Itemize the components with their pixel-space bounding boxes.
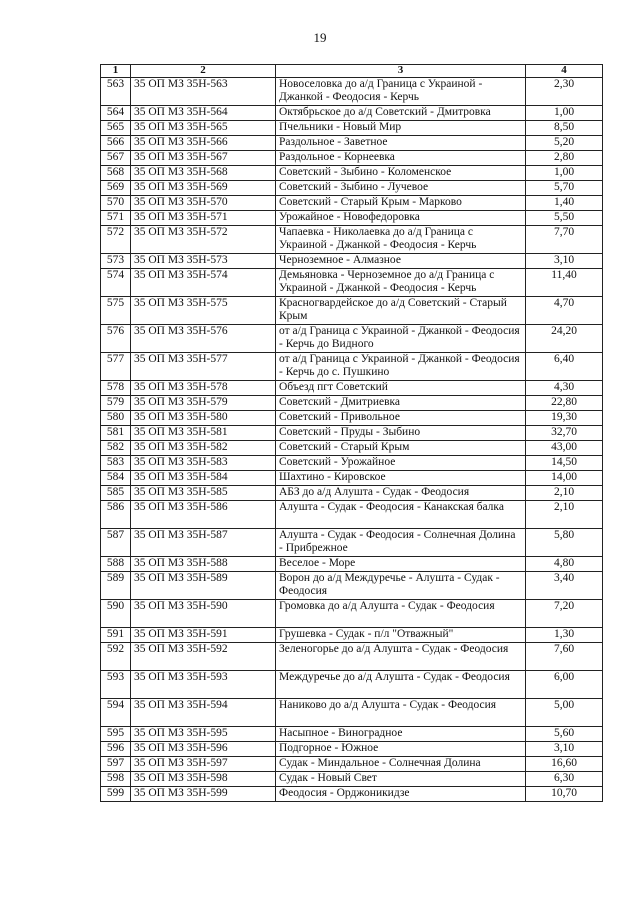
column-header-code: 2 — [131, 65, 276, 78]
road-name: от а/д Граница с Украиной - Джанкой - Феодосия - Керчь до Видного — [276, 325, 526, 353]
road-code: 35 ОП МЗ 35Н-582 — [131, 441, 276, 456]
road-name: Пчельники - Новый Мир — [276, 121, 526, 136]
road-name: Веселое - Море — [276, 557, 526, 572]
road-code: 35 ОП МЗ 35Н-598 — [131, 772, 276, 787]
road-code: 35 ОП МЗ 35Н-571 — [131, 211, 276, 226]
roads-table — [100, 64, 603, 802]
table-row — [101, 772, 603, 787]
row-number: 583 — [101, 456, 131, 471]
road-code: 35 ОП МЗ 35Н-576 — [131, 325, 276, 353]
road-name: Советский - Зыбино - Коломенское — [276, 166, 526, 181]
road-length: 4,80 — [526, 557, 603, 572]
road-code: 35 ОП МЗ 35Н-570 — [131, 196, 276, 211]
road-name: Междуречье до а/д Алушта - Судак - Феодосия — [276, 671, 526, 699]
road-code: 35 ОП МЗ 35Н-567 — [131, 151, 276, 166]
row-number: 598 — [101, 772, 131, 787]
row-number: 592 — [101, 643, 131, 671]
table-row — [101, 78, 603, 106]
road-code: 35 ОП МЗ 35Н-575 — [131, 297, 276, 325]
road-length: 7,60 — [526, 643, 603, 671]
road-name: Наниково до а/д Алушта - Судак - Феодосия — [276, 699, 526, 727]
road-code: 35 ОП МЗ 35Н-583 — [131, 456, 276, 471]
row-number: 597 — [101, 757, 131, 772]
road-length: 7,20 — [526, 600, 603, 628]
road-name: Алушта - Судак - Феодосия - Солнечная Долина - Прибрежное — [276, 529, 526, 557]
road-name: Советский - Зыбино - Лучевое — [276, 181, 526, 196]
table-row — [101, 572, 603, 600]
road-name: Судак - Миндальное - Солнечная Долина — [276, 757, 526, 772]
row-number: 570 — [101, 196, 131, 211]
table-row — [101, 211, 603, 226]
road-length: 6,00 — [526, 671, 603, 699]
row-number: 565 — [101, 121, 131, 136]
row-number: 574 — [101, 269, 131, 297]
row-number: 599 — [101, 787, 131, 802]
road-name: Алушта - Судак - Феодосия - Канакская балка — [276, 501, 526, 529]
table-row — [101, 471, 603, 486]
row-number: 594 — [101, 699, 131, 727]
road-length: 43,00 — [526, 441, 603, 456]
road-length: 11,40 — [526, 269, 603, 297]
road-code: 35 ОП МЗ 35Н-589 — [131, 572, 276, 600]
table-row — [101, 600, 603, 628]
road-name: Советский - Дмитриевка — [276, 396, 526, 411]
table-row — [101, 671, 603, 699]
road-code: 35 ОП МЗ 35Н-597 — [131, 757, 276, 772]
road-length: 5,00 — [526, 699, 603, 727]
road-code: 35 ОП МЗ 35Н-592 — [131, 643, 276, 671]
road-length: 1,40 — [526, 196, 603, 211]
row-number: 586 — [101, 501, 131, 529]
road-length: 1,00 — [526, 166, 603, 181]
road-length: 7,70 — [526, 226, 603, 254]
road-code: 35 ОП МЗ 35Н-590 — [131, 600, 276, 628]
row-number: 572 — [101, 226, 131, 254]
row-number: 566 — [101, 136, 131, 151]
road-length: 22,80 — [526, 396, 603, 411]
row-number: 573 — [101, 254, 131, 269]
table-row — [101, 501, 603, 529]
table-row — [101, 426, 603, 441]
road-name: Урожайное - Новофедоровка — [276, 211, 526, 226]
road-code: 35 ОП МЗ 35Н-580 — [131, 411, 276, 426]
table-row — [101, 441, 603, 456]
road-length: 1,00 — [526, 106, 603, 121]
road-code: 35 ОП МЗ 35Н-574 — [131, 269, 276, 297]
road-length: 5,50 — [526, 211, 603, 226]
road-length: 5,70 — [526, 181, 603, 196]
road-length: 2,80 — [526, 151, 603, 166]
table-row — [101, 166, 603, 181]
road-name: Черноземное - Алмазное — [276, 254, 526, 269]
table-row — [101, 353, 603, 381]
road-code: 35 ОП МЗ 35Н-568 — [131, 166, 276, 181]
road-code: 35 ОП МЗ 35Н-566 — [131, 136, 276, 151]
road-length: 2,30 — [526, 78, 603, 106]
table-row — [101, 643, 603, 671]
road-length: 5,60 — [526, 727, 603, 742]
row-number: 571 — [101, 211, 131, 226]
table-row — [101, 297, 603, 325]
road-code: 35 ОП МЗ 35Н-585 — [131, 486, 276, 501]
row-number: 587 — [101, 529, 131, 557]
road-code: 35 ОП МЗ 35Н-563 — [131, 78, 276, 106]
road-code: 35 ОП МЗ 35Н-594 — [131, 699, 276, 727]
road-name: Раздольное - Корнеевка — [276, 151, 526, 166]
row-number: 568 — [101, 166, 131, 181]
table-row — [101, 757, 603, 772]
row-number: 595 — [101, 727, 131, 742]
table-row — [101, 486, 603, 501]
road-name: Судак - Новый Свет — [276, 772, 526, 787]
road-code: 35 ОП МЗ 35Н-577 — [131, 353, 276, 381]
column-header-number: 1 — [101, 65, 131, 78]
road-code: 35 ОП МЗ 35Н-581 — [131, 426, 276, 441]
road-length: 14,00 — [526, 471, 603, 486]
row-number: 589 — [101, 572, 131, 600]
road-length: 16,60 — [526, 757, 603, 772]
row-number: 569 — [101, 181, 131, 196]
road-name: Советский - Старый Крым — [276, 441, 526, 456]
road-name: Чапаевка - Николаевка до а/д Граница с Украиной - Джанкой - Феодосия - Керчь — [276, 226, 526, 254]
table-row — [101, 325, 603, 353]
road-length: 1,30 — [526, 628, 603, 643]
table-row — [101, 269, 603, 297]
road-name: Новоселовка до а/д Граница с Украиной - Джанкой - Феодосия - Керчь — [276, 78, 526, 106]
table-row — [101, 529, 603, 557]
row-number: 593 — [101, 671, 131, 699]
table-row — [101, 699, 603, 727]
road-code: 35 ОП МЗ 35Н-591 — [131, 628, 276, 643]
table-row — [101, 121, 603, 136]
row-number: 578 — [101, 381, 131, 396]
road-name: Грушевка - Судак - п/л "Отважный" — [276, 628, 526, 643]
row-number: 581 — [101, 426, 131, 441]
road-name: от а/д Граница с Украиной - Джанкой - Феодосия - Керчь до с. Пушкино — [276, 353, 526, 381]
road-code: 35 ОП МЗ 35Н-578 — [131, 381, 276, 396]
road-length: 2,10 — [526, 501, 603, 529]
column-header-name: 3 — [276, 65, 526, 78]
road-code: 35 ОП МЗ 35Н-596 — [131, 742, 276, 757]
row-number: 585 — [101, 486, 131, 501]
table-row — [101, 557, 603, 572]
road-length: 19,30 — [526, 411, 603, 426]
table-row — [101, 196, 603, 211]
road-name: Насыпное - Виноградное — [276, 727, 526, 742]
road-length: 6,40 — [526, 353, 603, 381]
road-name: Советский - Привольное — [276, 411, 526, 426]
road-code: 35 ОП МЗ 35Н-586 — [131, 501, 276, 529]
table-row — [101, 254, 603, 269]
row-number: 590 — [101, 600, 131, 628]
road-length: 6,30 — [526, 772, 603, 787]
road-code: 35 ОП МЗ 35Н-572 — [131, 226, 276, 254]
road-length: 4,30 — [526, 381, 603, 396]
row-number: 577 — [101, 353, 131, 381]
road-code: 35 ОП МЗ 35Н-569 — [131, 181, 276, 196]
road-length: 2,10 — [526, 486, 603, 501]
road-name: Октябрьское до а/д Советский - Дмитровка — [276, 106, 526, 121]
road-name: Громовка до а/д Алушта - Судак - Феодосия — [276, 600, 526, 628]
road-length: 3,10 — [526, 742, 603, 757]
table-row — [101, 151, 603, 166]
row-number: 588 — [101, 557, 131, 572]
road-length: 32,70 — [526, 426, 603, 441]
table-row — [101, 411, 603, 426]
table-row — [101, 396, 603, 411]
road-name: Подгорное - Южное — [276, 742, 526, 757]
table-row — [101, 136, 603, 151]
row-number: 564 — [101, 106, 131, 121]
road-name: Объезд пгт Советский — [276, 381, 526, 396]
row-number: 576 — [101, 325, 131, 353]
road-length: 8,50 — [526, 121, 603, 136]
road-code: 35 ОП МЗ 35Н-599 — [131, 787, 276, 802]
row-number: 591 — [101, 628, 131, 643]
road-code: 35 ОП МЗ 35Н-573 — [131, 254, 276, 269]
table-header-row — [101, 65, 603, 78]
road-code: 35 ОП МЗ 35Н-584 — [131, 471, 276, 486]
road-code: 35 ОП МЗ 35Н-579 — [131, 396, 276, 411]
table-row — [101, 106, 603, 121]
road-name: Красногвардейское до а/д Советский - Старый Крым — [276, 297, 526, 325]
row-number: 579 — [101, 396, 131, 411]
row-number: 575 — [101, 297, 131, 325]
road-code: 35 ОП МЗ 35Н-595 — [131, 727, 276, 742]
road-name: Шахтино - Кировское — [276, 471, 526, 486]
road-name: Зеленогорье до а/д Алушта - Судак - Феодосия — [276, 643, 526, 671]
road-code: 35 ОП МЗ 35Н-565 — [131, 121, 276, 136]
road-length: 24,20 — [526, 325, 603, 353]
table-row — [101, 381, 603, 396]
row-number: 580 — [101, 411, 131, 426]
road-length: 5,20 — [526, 136, 603, 151]
row-number: 563 — [101, 78, 131, 106]
road-length: 4,70 — [526, 297, 603, 325]
road-length: 10,70 — [526, 787, 603, 802]
row-number: 584 — [101, 471, 131, 486]
road-name: Демьяновка - Черноземное до а/д Граница с Украиной - Джанкой - Феодосия - Керчь — [276, 269, 526, 297]
table-row — [101, 742, 603, 757]
road-name: Советский - Урожайное — [276, 456, 526, 471]
column-header-length: 4 — [526, 65, 603, 78]
road-name: АБЗ до а/д Алушта - Судак - Феодосия — [276, 486, 526, 501]
road-name: Ворон до а/д Междуречье - Алушта - Судак - Феодосия — [276, 572, 526, 600]
row-number: 596 — [101, 742, 131, 757]
road-code: 35 ОП МЗ 35Н-587 — [131, 529, 276, 557]
road-length: 3,40 — [526, 572, 603, 600]
table-body — [101, 78, 603, 802]
road-name: Раздольное - Заветное — [276, 136, 526, 151]
page-number: 19 — [313, 30, 327, 45]
table-row — [101, 727, 603, 742]
road-code: 35 ОП МЗ 35Н-588 — [131, 557, 276, 572]
row-number: 567 — [101, 151, 131, 166]
road-code: 35 ОП МЗ 35Н-564 — [131, 106, 276, 121]
table-row — [101, 787, 603, 802]
road-length: 14,50 — [526, 456, 603, 471]
table-row — [101, 226, 603, 254]
road-name: Советский - Старый Крым - Марково — [276, 196, 526, 211]
road-code: 35 ОП МЗ 35Н-593 — [131, 671, 276, 699]
road-name: Феодосия - Орджоникидзе — [276, 787, 526, 802]
road-name: Советский - Пруды - Зыбино — [276, 426, 526, 441]
table-row — [101, 628, 603, 643]
road-length: 5,80 — [526, 529, 603, 557]
row-number: 582 — [101, 441, 131, 456]
table-row — [101, 181, 603, 196]
road-length: 3,10 — [526, 254, 603, 269]
table-row — [101, 456, 603, 471]
